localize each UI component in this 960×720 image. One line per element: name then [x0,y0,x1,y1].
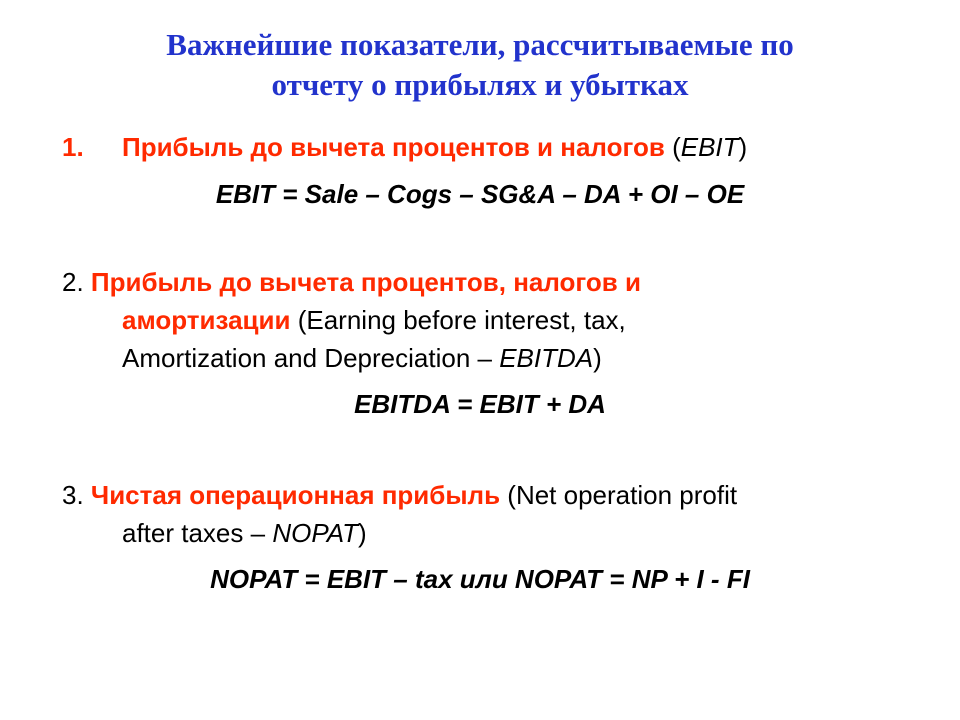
item-3-line-2 [122,517,367,549]
item-2-heading-line-1: Прибыль до вычета процентов, налогов и [90,267,641,297]
item-3-line-1 [62,479,737,511]
item-2-heading-line-2: амортизации [122,305,291,335]
item-1-heading: Прибыль до вычета процентов и налогов [122,132,665,162]
item-1-paren-close: ) [738,132,748,162]
item-2-desc-line-2: (Earning before interest, tax, [290,305,626,335]
item-1-abbr: EBIT [680,132,739,162]
item-1-line [122,131,747,163]
item-3-heading: Чистая операционная прибыль [90,480,501,510]
item-3-paren-close: ) [358,518,367,548]
item-2-paren-close: ) [593,343,602,373]
item-2-abbr: EBITDA [499,343,594,373]
item-2-desc-line-3: Amortization and Depreciation – [122,343,500,373]
item-1-number: 1. [62,132,84,162]
item-1-paren-open: ( [672,132,681,162]
formula-ebit: EBIT = Sale – Cogs – SG&A – DA + OI – OE [215,179,745,209]
item-2-line-1 [62,266,641,298]
formula-nopat: NOPAT = EBIT – tax или NOPAT = NP + I - FI [210,564,750,594]
slide-title-line-2: отчету о прибылях и убытках [271,67,689,102]
item-3-desc-line-1: (Net operation profit [500,480,738,510]
item-2-line-2 [122,304,626,336]
item-2-number: 2. [62,267,84,297]
formula-ebitda: EBITDA = EBIT + DA [354,389,606,419]
item-3-number: 3. [62,480,84,510]
item-2-line-3 [122,342,602,374]
item-3-abbr: NOPAT [272,518,359,548]
item-3-desc-line-2: after taxes – [122,518,273,548]
slide-title-line-1: Важнейшие показатели, рассчитываемые по [166,27,794,62]
